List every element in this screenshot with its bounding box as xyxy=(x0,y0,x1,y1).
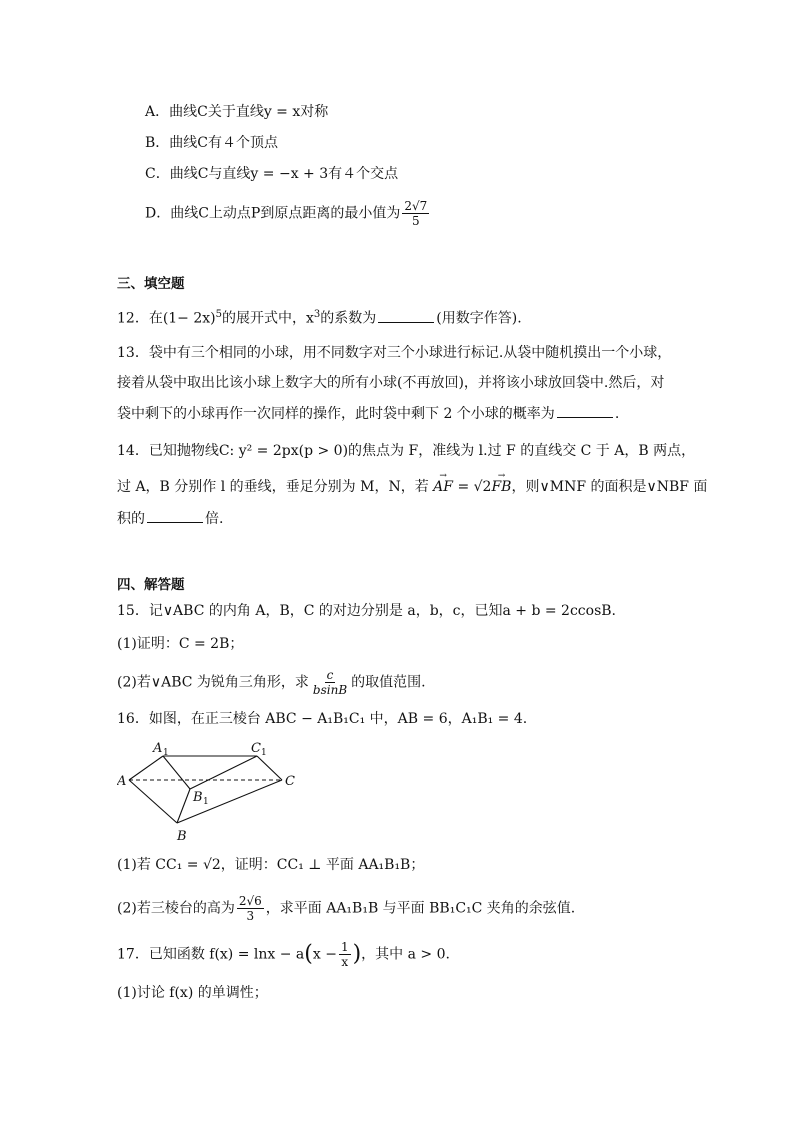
option-d-numerator: 2√7 xyxy=(404,199,428,213)
q12-text-pre: 12．在(1− 2x) xyxy=(117,310,216,327)
question-13-line-1: 13．袋中有三个相同的小球，用不同数字对三个小球进行标记.从袋中随机摸出一个小球， xyxy=(117,345,672,361)
q12-exponent-2: 3 xyxy=(313,309,321,320)
label-b1-sub: 1 xyxy=(203,797,209,807)
section-heading-fill-in: 三、填空题 xyxy=(117,276,185,292)
question-13-line-3 xyxy=(117,403,619,424)
q13-line-3-post: . xyxy=(614,406,620,422)
question-16-part-2 xyxy=(117,894,575,923)
option-d-denominator: 5 xyxy=(412,214,420,228)
question-17-part-1: (1)讨论 f(x) 的单调性； xyxy=(117,985,268,1001)
q17-numerator: 1 xyxy=(340,940,349,954)
label-c1-sub: 1 xyxy=(261,748,267,758)
edge-c1-b1 xyxy=(190,756,257,789)
q17-line-1-pre: 17．已知函数 f(x) = lnx − a xyxy=(117,946,305,963)
edge-a-b xyxy=(129,780,177,823)
label-c1: C xyxy=(251,741,261,756)
q14-vector-af: → AF xyxy=(433,477,453,497)
frustum-figure xyxy=(117,738,302,843)
question-14-line-2 xyxy=(117,477,707,497)
option-a: A．曲线C关于直线y = x对称 xyxy=(145,104,329,120)
q15-denominator: bsinB xyxy=(312,683,348,697)
question-16-line-1: 16．如图，在正三棱台 ABC − A₁B₁C₁ 中，AB = 6，A₁B₁ = 4. xyxy=(117,711,528,727)
question-12 xyxy=(117,305,522,329)
q13-answer-blank xyxy=(557,403,613,418)
section-heading-solutions: 四、解答题 xyxy=(117,577,185,593)
question-13-line-2: 接着从袋中取出比该小球上数字大的所有小球(不再放回)，并将该小球放回袋中.然后，对 xyxy=(117,375,665,391)
label-b1: B xyxy=(193,790,203,805)
label-b: B xyxy=(177,829,187,843)
question-15-part-2 xyxy=(117,668,426,697)
q15-fraction xyxy=(311,668,349,697)
q16-numerator: 2√6 xyxy=(238,894,262,908)
q14-line-3-pre: 积的 xyxy=(117,511,145,527)
q17-close-paren: ) xyxy=(352,941,362,967)
q14-equals: = √2 xyxy=(453,479,492,495)
edge-a1-b1 xyxy=(163,756,190,789)
q14-line-2-post: ，则∨MNF 的面积是∨NBF 面 xyxy=(511,479,708,495)
q17-fraction xyxy=(339,940,351,969)
label-c: C xyxy=(285,774,295,789)
q12-text-post: (用数字作答). xyxy=(436,310,522,327)
q17-line-1-post: ，其中 a > 0. xyxy=(361,946,450,963)
label-a1-sub: 1 xyxy=(163,748,169,758)
question-15-part-1: (1)证明：C = 2B； xyxy=(117,636,244,652)
q14-line-3-post: 倍. xyxy=(205,511,224,527)
q12-answer-blank xyxy=(378,308,434,323)
q15-numerator: c xyxy=(326,668,334,682)
question-16-part-1: (1)若 CC₁ = √2，证明：CC₁ ⊥ 平面 AA₁B₁B； xyxy=(117,857,425,873)
question-14-line-3 xyxy=(117,508,223,529)
question-17-line-1 xyxy=(117,940,450,969)
q15-part-2-post: 的取值范围. xyxy=(351,674,426,691)
q17-paren-pre: x − xyxy=(312,946,337,963)
option-d-text: D．曲线C上动点P到原点距离的最小值为 xyxy=(145,205,401,222)
question-15-line-1: 15．记∨ABC 的内角 A，B，C 的对边分别是 a，b，c，已知a + b = 2ccosB. xyxy=(117,603,617,619)
question-14-line-1: 14．已知抛物线C: y² = 2px(p > 0)的焦点为 F，准线为 l.过 F 的直线交 C 于 A，B 两点， xyxy=(117,443,696,459)
option-d xyxy=(145,199,431,228)
q16-fraction xyxy=(237,894,264,923)
q16-denominator: 3 xyxy=(246,909,255,923)
q12-exponent: 5 xyxy=(215,309,223,320)
label-a1: A xyxy=(153,741,163,756)
q14-vector-fb: → FB xyxy=(491,477,511,497)
q16-part-2-post: ，求平面 AA₁B₁B 与平面 BB₁C₁C 夹角的余弦值. xyxy=(265,900,576,917)
edge-a-a1 xyxy=(129,756,163,780)
q17-open-paren: ( xyxy=(304,941,313,967)
q12-text-mid2: 的系数为 xyxy=(320,310,377,327)
edge-c-c1 xyxy=(257,756,282,780)
option-b: B．曲线C有４个顶点 xyxy=(145,135,278,151)
option-c: C．曲线C与直线y = −x + 3有４个交点 xyxy=(145,166,399,182)
option-d-fraction xyxy=(402,199,429,228)
q17-denominator: x xyxy=(341,955,349,969)
q15-part-2-pre: (2)若∨ABC 为锐角三角形，求 xyxy=(117,674,309,691)
q12-text-mid: 的展开式中，x xyxy=(222,310,314,327)
q16-part-2-pre: (2)若三棱台的高为 xyxy=(117,900,235,917)
q13-line-3-text: 袋中剩下的小球再作一次同样的操作，此时袋中剩下 2 个小球的概率为 xyxy=(117,406,555,422)
q14-answer-blank xyxy=(147,508,203,523)
label-a: A xyxy=(117,774,127,789)
q14-line-2-pre: 过 A，B 分别作 l 的垂线，垂足分别为 M，N，若 xyxy=(117,479,434,495)
